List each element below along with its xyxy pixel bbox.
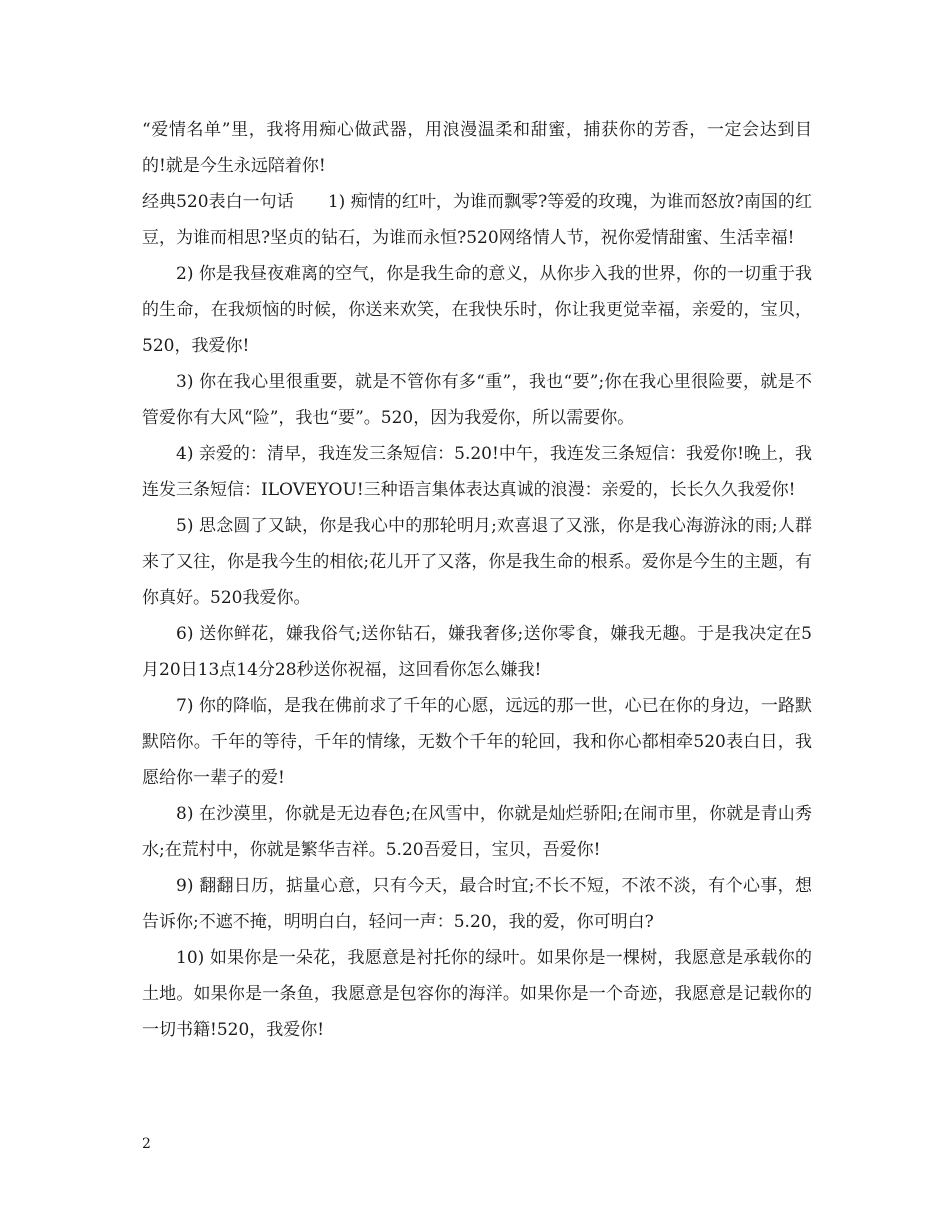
paragraph-item-2: 2) 你是我昼夜难离的空气，你是我生命的意义，从你步入我的世界，你的一切重于我的生命，在我烦恼的时候，你送来欢笑，在我快乐时，你让我更觉幸福，亲爱的，宝贝，520，我爱你! bbox=[142, 264, 812, 356]
paragraph-intro: “爱情名单”里，我将用痴心做武器，用浪漫温柔和甜蜜，捕获你的芳香，一定会达到目的!就是今生永远陪着你! bbox=[142, 120, 812, 176]
paragraph-item-4: 4) 亲爱的：清早，我连发三条短信：5.20!中午，我连发三条短信：我爱你!晚上，我连发三条短信：ILOVEYOU!三种语言集体表达真诚的浪漫：亲爱的，长长久久我爱你! bbox=[142, 444, 812, 500]
paragraph-item-5: 5) 思念圆了又缺，你是我心中的那轮明月;欢喜退了又涨，你是我心海游泳的雨;人群来了又往，你是我今生的相依;花儿开了又落，你是我生命的根系。爱你是今生的主题，有你真好。520我爱你。 bbox=[142, 516, 812, 608]
page-number: 2 bbox=[142, 1136, 151, 1152]
paragraph-item-7: 7) 你的降临，是我在佛前求了千年的心愿，远远的那一世，心已在你的身边，一路默默陪你。千年的等待，千年的情缘，无数个千年的轮回，我和你心都相牵520表白日，我愿给你一辈子的爱! bbox=[142, 696, 812, 788]
paragraph-item-9: 9) 翻翻日历，掂量心意，只有今天，最合时宜;不长不短，不浓不淡，有个心事，想告诉你;不遮不掩，明明白白，轻问一声：5.20，我的爱，你可明白? bbox=[142, 876, 812, 932]
paragraph-item-10: 10) 如果你是一朵花，我愿意是衬托你的绿叶。如果你是一棵树，我愿意是承载你的土地。如果你是一条鱼，我愿意是包容你的海洋。如果你是一个奇迹，我愿意是记载你的一切书籍!520，我爱你! bbox=[142, 948, 812, 1040]
paragraph-item-8: 8) 在沙漠里，你就是无边春色;在风雪中，你就是灿烂骄阳;在闹市里，你就是青山秀水;在荒村中，你就是繁华吉祥。5.20吾爱日，宝贝，吾爱你! bbox=[142, 804, 812, 860]
paragraph-item-6: 6) 送你鲜花，嫌我俗气;送你钻石，嫌我奢侈;送你零食，嫌我无趣。于是我决定在5月20日13点14分28秒送你祝福，这回看你怎么嫌我! bbox=[142, 624, 812, 680]
paragraph-heading-item-1: 经典520表白一句话 1) 痴情的红叶，为谁而飘零?等爱的玫瑰，为谁而怒放?南国的红豆，为谁而相思?坚贞的钻石，为谁而永恒?520网络情人节，祝你爱情甜蜜、生活幸福! bbox=[142, 192, 812, 248]
document-body bbox=[142, 112, 812, 1048]
paragraph-item-3: 3) 你在我心里很重要，就是不管你有多“重”，我也“要”;你在我心里很险要，就是不管爱你有大风“险”，我也“要”。520，因为我爱你，所以需要你。 bbox=[142, 372, 812, 428]
